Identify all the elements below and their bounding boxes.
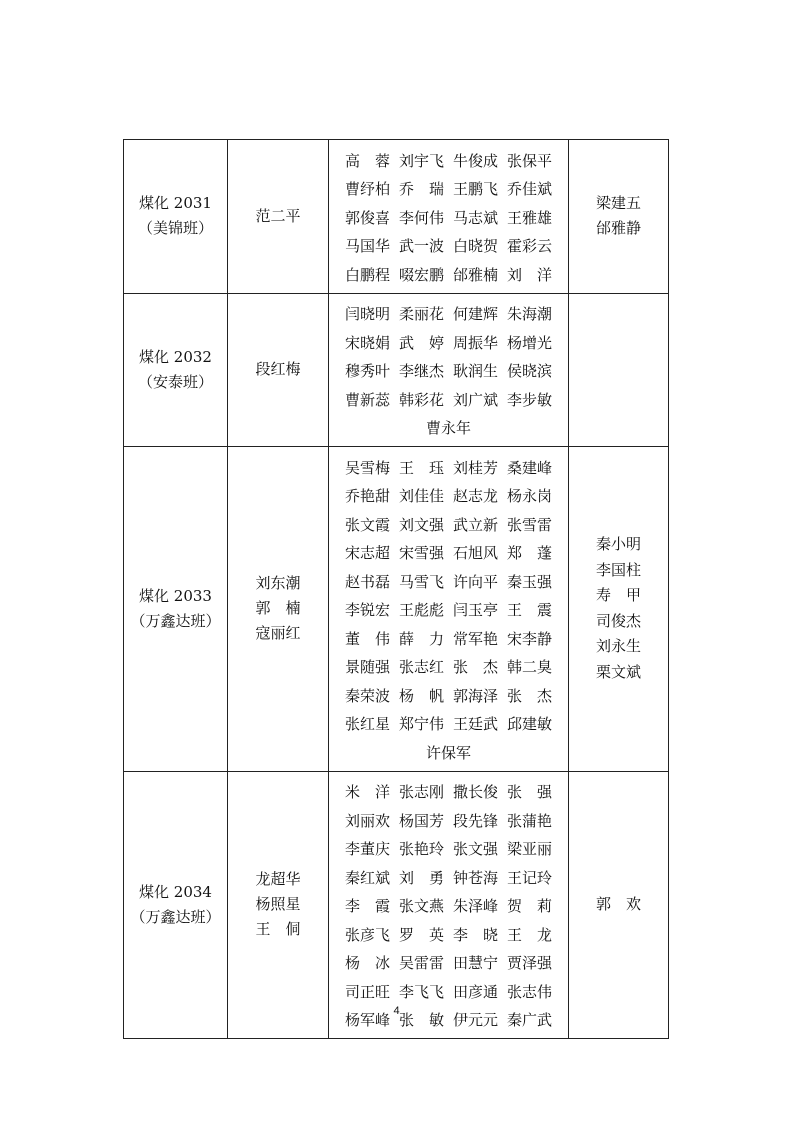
student-names-cell: [329, 140, 569, 294]
student-name: 杨军峰: [344, 1011, 390, 1030]
student-name: 朱海潮: [506, 305, 552, 324]
student-name: 曹永年: [425, 419, 471, 438]
student-name: 司正旺: [344, 982, 390, 1001]
class-name-cell: [124, 293, 228, 447]
supervisor-name: 郭 欢: [595, 895, 641, 913]
student-name: 梁亚丽: [506, 840, 552, 859]
teacher-name: 郭 楠: [255, 599, 301, 618]
student-name: 朱泽峰: [452, 897, 498, 916]
student-name: 李锐宏: [344, 601, 390, 620]
class-roster-table: [123, 139, 669, 1039]
supervisor-name: 栗文斌: [595, 662, 641, 681]
student-name: 闫玉亭: [452, 601, 498, 620]
student-name-row: [329, 624, 568, 653]
student-names-cell: [329, 293, 569, 447]
student-name: 闫晓明: [344, 305, 390, 324]
student-name: 吴雪梅: [344, 458, 390, 477]
student-name: 秦荣波: [344, 686, 390, 705]
teacher-name: 段红梅: [255, 360, 301, 379]
student-name: 张文霞: [344, 515, 390, 534]
student-name: 贾泽强: [506, 954, 552, 973]
student-name: 王鹏飞: [452, 180, 498, 199]
table-row: [124, 293, 669, 447]
student-name-row: [329, 863, 568, 892]
student-name: 伊元元: [452, 1011, 498, 1030]
student-name: 李继杰: [398, 362, 444, 381]
class-name-line: （美锦班）: [137, 219, 213, 238]
supervisor-cell: [569, 293, 669, 447]
student-name: 韩二臭: [506, 658, 552, 677]
student-name: 宋晓娟: [344, 333, 390, 352]
class-name-line: 煤化 2034: [139, 882, 212, 901]
student-name: 张 敏: [398, 1011, 444, 1030]
student-name: 乔 瑞: [398, 180, 444, 199]
student-name: 王 龙: [506, 925, 552, 944]
student-name-row: [329, 738, 568, 767]
student-name: 宋志超: [344, 544, 390, 563]
class-name-line: （安泰班）: [137, 372, 213, 391]
teacher-name: 范二平: [255, 206, 301, 225]
student-name-row: [329, 835, 568, 864]
student-name: 李 晓: [452, 925, 498, 944]
student-name: 邱建敏: [506, 715, 552, 734]
teacher-name: 杨照星: [255, 895, 301, 914]
teacher-cell: [228, 447, 329, 772]
student-name-row: [329, 539, 568, 568]
student-names-cell: [329, 447, 569, 772]
supervisor-name: 梁建五: [595, 193, 641, 212]
student-name: 罗 英: [398, 925, 444, 944]
student-name: 赵志龙: [452, 487, 498, 506]
class-name-line: （万鑫达班）: [130, 611, 221, 630]
student-name: 张红星: [344, 715, 390, 734]
student-name: 许向平: [452, 572, 498, 591]
student-name-row: [329, 175, 568, 204]
student-name-row: [329, 328, 568, 357]
student-name-row: [329, 653, 568, 682]
student-name: 李 霞: [344, 897, 390, 916]
class-name-line: 煤化 2031: [139, 194, 212, 213]
class-name-cell: [124, 140, 228, 294]
student-name: 赵书磊: [344, 572, 390, 591]
teacher-cell: [228, 140, 329, 294]
student-name: 段先锋: [452, 811, 498, 830]
student-name: 桑建峰: [506, 458, 552, 477]
student-name-row: [329, 453, 568, 482]
student-name: 常军艳: [452, 629, 498, 648]
student-name: 武 婷: [398, 333, 444, 352]
student-name: 郑 蓬: [506, 544, 552, 563]
student-name: 郑宁伟: [398, 715, 444, 734]
teacher-cell: [228, 771, 329, 1039]
student-name: 王彪彪: [398, 601, 444, 620]
class-name-line: （万鑫达班）: [130, 907, 221, 926]
supervisor-name: 秦小明: [595, 535, 641, 554]
student-name: 张蒲艳: [506, 811, 552, 830]
teacher-name: 寇丽红: [255, 624, 301, 643]
student-name: 高 蓉: [344, 151, 390, 170]
student-name: 张文强: [452, 840, 498, 859]
student-name-row: [329, 232, 568, 261]
student-name: 秦广武: [506, 1011, 552, 1030]
supervisor-cell: [569, 447, 669, 772]
student-name: 李步敏: [506, 390, 552, 409]
table-row: [124, 771, 669, 1039]
student-name: 刘文强: [398, 515, 444, 534]
teacher-name: 龙超华: [255, 870, 301, 889]
student-name-row: [329, 920, 568, 949]
class-name-line: 煤化 2033: [139, 586, 212, 605]
student-name: 邰雅楠: [452, 265, 498, 284]
student-name-row: [329, 681, 568, 710]
student-name: 何建辉: [452, 305, 498, 324]
student-name: 马雪飞: [398, 572, 444, 591]
table-row: [124, 447, 669, 772]
student-name: 田慧宁: [452, 954, 498, 973]
student-name: 景随强: [344, 658, 390, 677]
student-name-row: [329, 385, 568, 414]
student-name: 张艳玲: [398, 840, 444, 859]
student-name-row: [329, 567, 568, 596]
supervisor-name: 刘永生: [595, 637, 641, 656]
student-name: 张 杰: [452, 658, 498, 677]
student-name: 刘丽欢: [344, 811, 390, 830]
supervisor-cell: [569, 771, 669, 1039]
student-name: 穆秀叶: [344, 362, 390, 381]
student-name: 杨国芳: [398, 811, 444, 830]
student-name: 宋李静: [506, 629, 552, 648]
student-name: 乔艳甜: [344, 487, 390, 506]
student-name-row: [329, 260, 568, 289]
student-name: 撒长俊: [452, 783, 498, 802]
student-name: 白鹏程: [344, 265, 390, 284]
student-name-row: [329, 892, 568, 921]
student-name: 马国华: [344, 237, 390, 256]
student-name: 杨 帆: [398, 686, 444, 705]
student-name: 柔丽花: [398, 305, 444, 324]
student-name-row: [329, 146, 568, 175]
student-name-row: [329, 414, 568, 443]
supervisor-name: 寿 甲: [595, 586, 641, 605]
student-name-row: [329, 482, 568, 511]
student-name: 薛 力: [398, 629, 444, 648]
student-name: 秦红斌: [344, 868, 390, 887]
student-name: 许保军: [425, 743, 471, 762]
supervisor-name: 李国柱: [595, 560, 641, 579]
student-name: 李飞飞: [398, 982, 444, 1001]
page-number: 4: [393, 1005, 400, 1017]
student-name: 董 伟: [344, 629, 390, 648]
student-name-row: [329, 710, 568, 739]
student-name: 周振华: [452, 333, 498, 352]
student-name: 啜宏鹏: [398, 265, 444, 284]
class-name-line: 煤化 2032: [139, 347, 212, 366]
teacher-cell: [228, 293, 329, 447]
student-name: 曹纾柏: [344, 180, 390, 199]
student-name: 张 杰: [506, 686, 552, 705]
student-name: 刘桂芳: [452, 458, 498, 477]
student-name: 刘广斌: [452, 390, 498, 409]
student-name-row: [329, 949, 568, 978]
student-name: 李何伟: [398, 208, 444, 227]
teacher-name: 王 侗: [255, 920, 301, 939]
student-name: 侯晓滨: [506, 362, 552, 381]
roster-body: [124, 140, 669, 1039]
student-name: 张文燕: [398, 897, 444, 916]
student-name: 乔佳斌: [506, 180, 552, 199]
student-name: 郭俊喜: [344, 208, 390, 227]
student-name: 田彦通: [452, 982, 498, 1001]
student-name: 霍彩云: [506, 237, 552, 256]
student-name-row: [329, 203, 568, 232]
student-name: 牛俊成: [452, 151, 498, 170]
student-name: 吴雷雷: [398, 954, 444, 973]
student-name: 武一波: [398, 237, 444, 256]
student-names-cell: [329, 771, 569, 1039]
student-name: 张志红: [398, 658, 444, 677]
student-name-row: [329, 596, 568, 625]
supervisor-cell: [569, 140, 669, 294]
student-name: 张 强: [506, 783, 552, 802]
student-name: 张志伟: [506, 982, 552, 1001]
teacher-name: 刘东潮: [255, 574, 301, 593]
class-name-cell: [124, 771, 228, 1039]
student-name: 王 珏: [398, 458, 444, 477]
student-name: 杨增光: [506, 333, 552, 352]
student-name: 郭海泽: [452, 686, 498, 705]
class-name-cell: [124, 447, 228, 772]
student-name: 张雪雷: [506, 515, 552, 534]
student-name: 刘宇飞: [398, 151, 444, 170]
supervisor-name: 司俊杰: [595, 611, 641, 630]
student-name: 王记玲: [506, 868, 552, 887]
student-name: 张彦飞: [344, 925, 390, 944]
student-name: 王 震: [506, 601, 552, 620]
student-name: 宋雪强: [398, 544, 444, 563]
student-name: 石旭风: [452, 544, 498, 563]
student-name-row: [329, 806, 568, 835]
student-name: 耿润生: [452, 362, 498, 381]
student-name: 马志斌: [452, 208, 498, 227]
student-name: 王廷武: [452, 715, 498, 734]
student-name: 钟苍海: [452, 868, 498, 887]
student-name: 李董庆: [344, 840, 390, 859]
student-name: 贺 莉: [506, 897, 552, 916]
student-name: 杨 冰: [344, 954, 390, 973]
student-name-row: [329, 357, 568, 386]
student-name: 武立新: [452, 515, 498, 534]
student-name: 刘 勇: [398, 868, 444, 887]
student-name: 张志刚: [398, 783, 444, 802]
student-name: 曹新蕊: [344, 390, 390, 409]
student-name: 白晓贺: [452, 237, 498, 256]
student-name-row: [329, 300, 568, 329]
student-name-row: [329, 778, 568, 807]
student-name-row: [329, 977, 568, 1006]
student-name: 秦玉强: [506, 572, 552, 591]
student-name: 杨永岗: [506, 487, 552, 506]
student-name-row: [329, 510, 568, 539]
student-name: 韩彩花: [398, 390, 444, 409]
student-name: 王雅雄: [506, 208, 552, 227]
student-name: 米 洋: [344, 783, 390, 802]
supervisor-name: 邰雅静: [595, 219, 641, 238]
student-name: 刘 洋: [506, 265, 552, 284]
student-name: 张保平: [506, 151, 552, 170]
table-row: [124, 140, 669, 294]
student-name: 刘佳佳: [398, 487, 444, 506]
